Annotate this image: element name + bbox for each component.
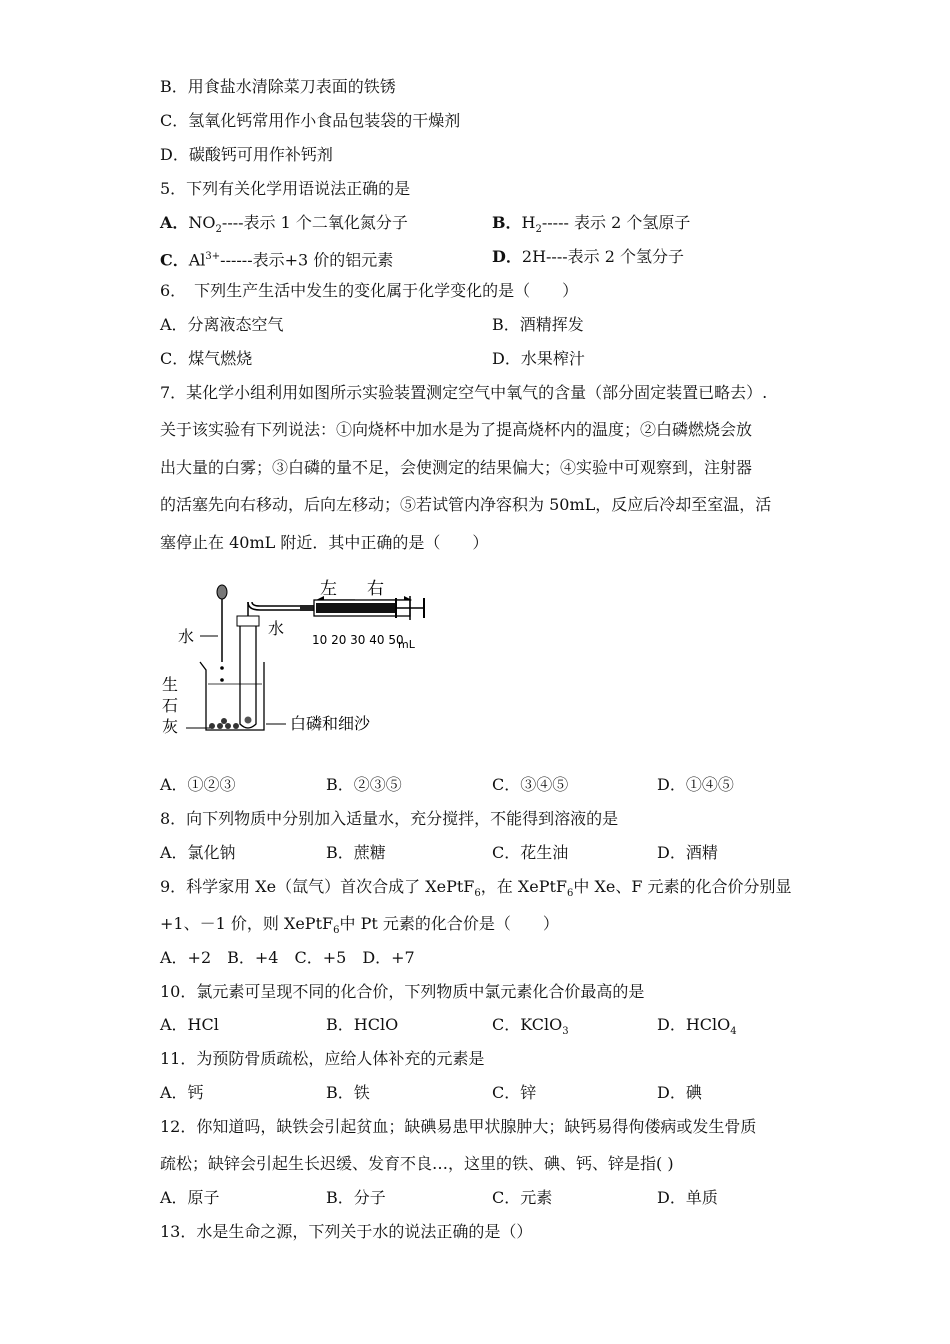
q8-option-b: B．蔗糖 — [326, 843, 386, 862]
q12-option-d: D．单质 — [657, 1188, 718, 1207]
q6-option-c: C．煤气燃烧 — [160, 349, 253, 368]
q10-option-b: B．HClO — [326, 1015, 399, 1034]
q9-stem-line-2: +1、－1 价，则 XePtF$_6$中 Pt 元素的化合价是（ ） — [160, 914, 559, 937]
q11-stem: 11．为预防骨质疏松，应给人体补充的元素是 — [160, 1049, 485, 1068]
q7-stem-line-4: 的活塞先向右移动，后向左移动；⑤若试管内净容积为 50mL，反应后冷却至室温，活 — [160, 495, 772, 514]
beaker — [200, 662, 264, 730]
q7-stem-line-1: 7．某化学小组利用如图所示实验装置测定空气中氧气的含量（部分固定装置已略去）. — [160, 383, 768, 402]
q12-stem-line-2: 疏松；缺锌会引起生长迟缓、发育不良…，这里的铁、碘、钙、锌是指( ) — [160, 1154, 674, 1173]
q8-stem: 8．向下列物质中分别加入适量水，充分搅拌，不能得到溶液的是 — [160, 809, 619, 828]
q8-option-d: D．酒精 — [657, 843, 718, 862]
q10-option-d: D．HClO$_4$ — [657, 1015, 737, 1038]
q7-option-d: D．①④⑤ — [657, 775, 734, 794]
q12-stem-line-1: 12．你知道吗，缺铁会引起贫血；缺碘易患甲状腺肿大；缺钙易得佝偻病或发生骨质 — [160, 1117, 757, 1136]
q7-stem-line-5: 塞停止在 40mL 附近．其中正确的是（ ） — [160, 533, 489, 552]
label-water-1: 水 — [178, 627, 195, 646]
stopper — [237, 616, 259, 626]
q12-option-b: B．分子 — [326, 1188, 386, 1207]
syringe-unit: mL — [398, 638, 415, 651]
q6-option-b: B．酒精挥发 — [492, 315, 584, 334]
q6-option-a: A．分离液态空气 — [160, 315, 284, 334]
q4-option-b: B．用食盐水清除菜刀表面的铁锈 — [160, 77, 396, 96]
label-phosphorus: 白磷和细沙 — [290, 714, 371, 733]
q5-option-d: D．2H----表示 2 个氢分子 — [492, 247, 685, 266]
q12-option-c: C．元素 — [492, 1188, 553, 1207]
q8-option-c: C．花生油 — [492, 843, 569, 862]
label-right: 右 — [367, 579, 384, 599]
q6-option-d: D．水果榨汁 — [492, 349, 585, 368]
q4-option-c: C．氢氧化钙常用作小食品包装袋的干燥剂 — [160, 111, 461, 130]
syringe-air — [316, 603, 396, 613]
label-left: 左 — [320, 579, 337, 599]
q10-option-c: C．KClO$_3$ — [492, 1015, 569, 1038]
q8-option-a: A．氯化钠 — [160, 843, 236, 862]
syringe-tip — [300, 605, 314, 611]
q10-stem: 10．氯元素可呈现不同的化合价，下列物质中氯元素化合价最高的是 — [160, 982, 645, 1001]
q12-option-a: A．原子 — [160, 1188, 220, 1207]
q5-option-c: C．$Al^{3+}------$表示+3 价的铝元素 — [160, 250, 394, 270]
dropper-bulb — [217, 585, 227, 599]
q5-option-a: A．$NO_2----$表示 1 个二氧化氮分子 — [160, 213, 408, 236]
syringe-scale: 10 20 30 40 50 — [312, 633, 404, 647]
q11-option-a: A．钙 — [160, 1083, 204, 1102]
q10-option-a: A．HCl — [160, 1015, 219, 1034]
q6-stem: 6． 下列生产生活中发生的变化属于化学变化的是（ ） — [160, 281, 579, 300]
q7-option-b: B．②③⑤ — [326, 775, 402, 794]
test-tube — [240, 622, 256, 728]
q13-stem: 13．水是生命之源，下列关于水的说法正确的是（） — [160, 1222, 533, 1241]
experiment-apparatus-figure — [160, 572, 450, 747]
label-lime-1: 生 — [162, 675, 179, 694]
q11-option-d: D．碘 — [657, 1083, 702, 1102]
label-lime-2: 石 — [162, 696, 179, 715]
label-lime-3: 灰 — [162, 717, 179, 736]
q7-option-a: A．①②③ — [160, 775, 236, 794]
q7-stem-line-3: 出大量的白雾；③白磷的量不足，会使测定的结果偏大；④实验中可观察到，注射器 — [160, 458, 753, 477]
q5-stem: 5．下列有关化学用语说法正确的是 — [160, 179, 411, 198]
q11-option-b: B．铁 — [326, 1083, 370, 1102]
q9-stem-line-1: 9．科学家用 Xe（氙气）首次合成了 XePtF$_6$，在 XePtF$_6$中 Xe、F 元素的化合价分别显 — [160, 877, 792, 900]
q5-option-b: B．$H_2-----$ 表示 2 个氢原子 — [492, 213, 691, 236]
q9-options: A．+2 B．+4 C．+5 D．+7 — [160, 948, 415, 967]
label-water-2: 水 — [268, 619, 285, 638]
q11-option-c: C．锌 — [492, 1083, 537, 1102]
q4-option-d: D．碳酸钙可用作补钙剂 — [160, 145, 333, 164]
q7-stem-line-2: 关于该实验有下列说法：①向烧杯中加水是为了提高烧杯内的温度；②白磷燃烧会放 — [160, 420, 753, 439]
q7-option-c: C．③④⑤ — [492, 775, 569, 794]
